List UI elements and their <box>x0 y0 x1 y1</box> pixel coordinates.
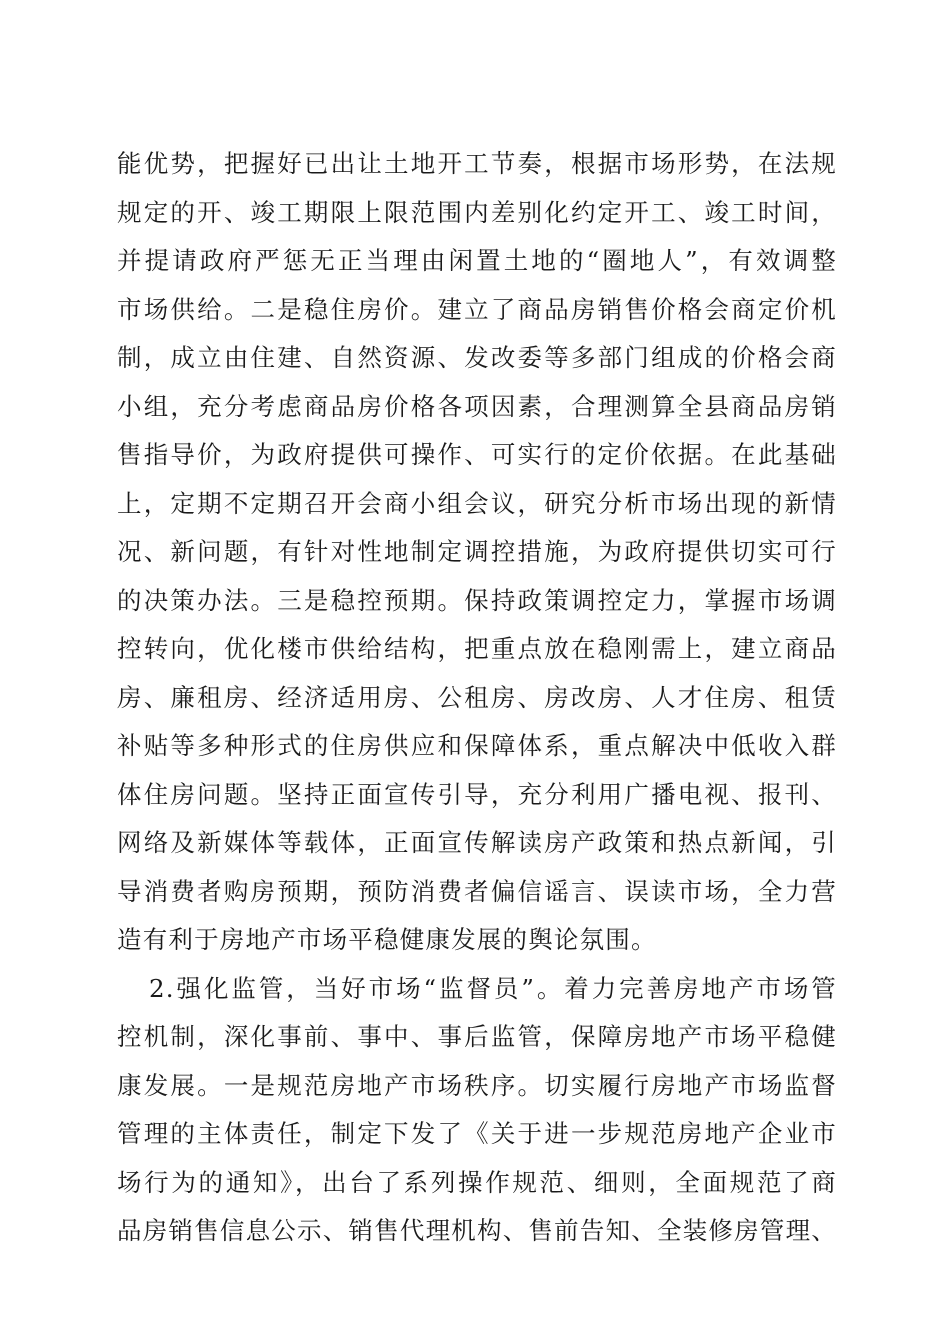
text-line: 的决策办法。三是稳控预期。保持政策调控定力，掌握市场调 <box>117 585 837 615</box>
text-line: 体住房问题。坚持正面宣传引导，充分利用广播电视、报刊、 <box>117 779 837 809</box>
paragraph-1 <box>117 140 837 965</box>
text-line: 制，成立由住建、自然资源、发改委等多部门组成的价格会商 <box>117 343 837 372</box>
text-line: 网络及新媒体等载体，正面宣传解读房产政策和热点新闻，引 <box>117 828 837 857</box>
text-line: 市场供给。二是稳住房价。建立了商品房销售价格会商定价机 <box>117 294 837 324</box>
text-line: 控机制，深化事前、事中、事后监管，保障房地产市场平稳健 <box>117 1022 837 1051</box>
text-line: 品房销售信息公示、销售代理机构、售前告知、全装修房管理、 <box>117 1216 837 1245</box>
text-line: 场行为的通知》，出台了系列操作规范、细则，全面规范了商 <box>117 1167 837 1197</box>
text-line: 上，定期不定期召开会商小组会议，研究分析市场出现的新情 <box>117 488 837 518</box>
text-line: 管理的主体责任，制定下发了《关于进一步规范房地产企业市 <box>117 1119 837 1148</box>
paragraph-2 <box>117 965 837 1256</box>
text-line: 导消费者购房预期，预防消费者偏信谣言、误读市场，全力营 <box>117 876 837 906</box>
text-line: 规定的开、竣工期限上限范围内差别化约定开工、竣工时间， <box>117 197 837 227</box>
text-line: 补贴等多种形式的住房供应和保障体系，重点解决中低收入群 <box>117 731 837 760</box>
text-line: 并提请政府严惩无正当理由闲置土地的“圈地人”，有效调整 <box>117 246 837 275</box>
text-line: 售指导价，为政府提供可操作、可实行的定价依据。在此基础 <box>117 440 837 469</box>
text-line: 况、新问题，有针对性地制定调控措施，为政府提供切实可行 <box>117 537 837 566</box>
text-line: 控转向，优化楼市供给结构，把重点放在稳刚需上，建立商品 <box>117 634 837 663</box>
text-line: 造有利于房地产市场平稳健康发展的舆论氛围。 <box>117 925 657 954</box>
text-line: 能优势，把握好已出让土地开工节奏，根据市场形势，在法规 <box>117 149 837 178</box>
text-line: 2.强化监管，当好市场“监督员”。着力完善房地产市场管 <box>149 973 837 1003</box>
body-text <box>117 140 837 1256</box>
text-line: 康发展。一是规范房地产市场秩序。切实履行房地产市场监督 <box>117 1070 837 1100</box>
text-line: 房、廉租房、经济适用房、公租房、房改房、人才住房、租赁 <box>117 682 837 712</box>
text-line: 小组，充分考虑商品房价格各项因素，合理测算全县商品房销 <box>117 391 837 421</box>
